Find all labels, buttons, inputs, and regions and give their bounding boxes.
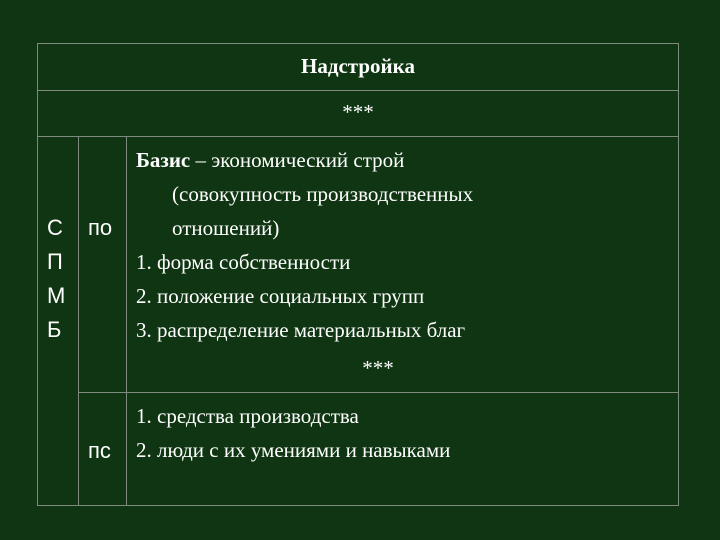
table-header-title: Надстройка [301,54,415,78]
left-letter-p: П [47,249,63,274]
table-divider-stars [37,136,679,137]
table-divider-middle [78,392,679,393]
po-label: по [88,215,113,240]
left-letter-b: Б [47,317,62,342]
table-column-divider-2 [126,136,127,506]
table-border-top [37,43,679,44]
table-header-stars: *** [342,100,374,124]
table-column-divider-1 [78,136,79,506]
ps-label: пс [88,438,111,463]
basis-line-2: (совокупность производственных [172,182,474,206]
ps-item-2: 2. люди с их умениями и навыками [136,438,451,462]
po-item-1: 1. форма собственности [136,250,351,274]
po-item-2: 2. положение социальных групп [136,284,425,308]
table-divider-header [37,90,679,91]
ps-item-1: 1. средства производства [136,404,359,428]
table-border-bottom [37,505,679,506]
left-letter-s: С [47,215,63,240]
middle-stars: *** [362,356,394,380]
po-item-3: 3. распределение материальных благ [136,318,466,342]
basis-line-3: отношений) [172,216,280,240]
left-letter-m: М [47,283,66,308]
basis-heading [136,150,404,171]
basis-term: Базис [136,148,191,172]
basis-definition: – экономический строй [190,148,405,172]
